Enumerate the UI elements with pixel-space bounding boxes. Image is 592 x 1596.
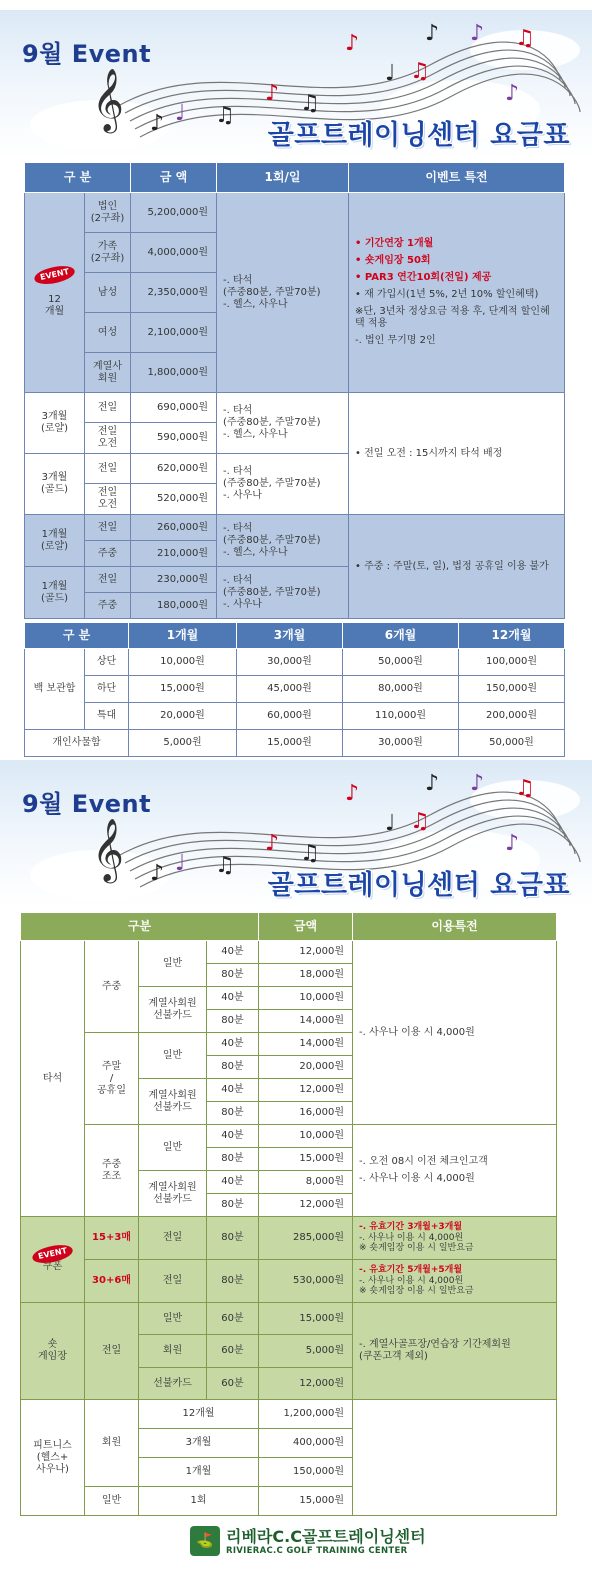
svg-text:♫: ♫ [300,91,320,116]
price-cell: 20,000원 [259,1056,353,1079]
price-cell: 30,000원 [237,649,343,676]
price-cell: 15,000원 [259,1148,353,1171]
col-header: 3개월 [237,623,343,649]
minute-cell: 80분 [207,1056,259,1079]
price-cell: 12,000원 [259,1079,353,1102]
col-header: 6개월 [343,623,459,649]
price-cell: 45,000원 [237,676,343,703]
svg-text:♫: ♫ [515,26,535,51]
price-cell: 50,000원 [343,649,459,676]
minute-cell: 40분 [207,1079,259,1102]
daily-cell: -. 타석 (주중80분, 주말70분) -. 사우나 [217,454,349,515]
col-header: 1개월 [129,623,237,649]
group-label: 1개월 (골드) [25,567,85,619]
price-cell: 2,100,000원 [131,313,217,353]
price-cell: 1,200,000원 [259,1400,353,1429]
col-header: 금 액 [131,163,217,193]
svg-text:♪: ♪ [425,21,440,46]
minute-cell: 60분 [207,1368,259,1400]
price-cell: 80,000원 [343,676,459,703]
svg-text:♩: ♩ [175,101,186,126]
price-cell: 1,800,000원 [131,353,217,393]
coupon-count: 30+6매 [85,1260,139,1303]
type-cell: 계열사회원 선불카드 [139,1171,207,1217]
minute-cell: 60분 [207,1335,259,1368]
svg-text:♪: ♪ [505,831,520,856]
type-cell: 여성 [85,313,131,353]
period-cell: 1개월 [139,1458,259,1487]
svg-text:♪: ♪ [150,111,165,136]
group-label: 3개월 (로얄) [25,393,85,454]
svg-text:♪: ♪ [345,31,360,56]
minute-cell: 80분 [207,1010,259,1033]
type-cell: 남성 [85,273,131,313]
minute-cell: 80분 [207,1260,259,1303]
price-cell: 60,000원 [237,703,343,730]
type-cell: 상단 [85,649,129,676]
price-cell: 150,000원 [259,1458,353,1487]
minute-cell: 40분 [207,1171,259,1194]
type-cell: 특대 [85,703,129,730]
group-12month: EVENT 12 개월 [25,193,85,393]
benefit-cell: • 전일 오전 : 15시까지 타석 배정 [349,393,565,515]
fitness-label: 피트니스 (헬스+ 사우나) [21,1400,85,1516]
price-cell: 20,000원 [129,703,237,730]
svg-text:♪: ♪ [505,81,520,106]
price-cell: 15,000원 [129,676,237,703]
minute-cell: 40분 [207,987,259,1010]
price-cell: 260,000원 [131,515,217,541]
price-cell: 230,000원 [131,567,217,593]
golf-logo-icon: ⛳ [190,1526,220,1556]
col-header: 1회/일 [217,163,349,193]
period-label: 전일 [85,1303,139,1400]
svg-text:♫: ♫ [215,103,235,128]
facility-table [20,912,557,1516]
daily-cell: -. 타석 (주중80분, 주말70분) -. 헬스, 사우나 [217,193,349,393]
minute-cell: 40분 [207,1033,259,1056]
svg-text:♫: ♫ [300,841,320,866]
short-game-label: 숏 게임장 [21,1303,85,1400]
col-header: 이벤트 특전 [349,163,565,193]
minute-cell: 80분 [207,1194,259,1217]
type-cell: 계열사회원 선불카드 [139,1079,207,1125]
price-cell: 18,000원 [259,964,353,987]
normal-label: 일반 [85,1487,139,1516]
price-cell: 5,000원 [129,730,237,757]
event-badge: EVENT [31,1242,75,1266]
benefit-cell: -. 오전 08시 이전 체크인고객 -. 사우나 이용 시 4,000원 [353,1125,557,1217]
price-cell: 180,000원 [131,593,217,619]
minute-cell: 80분 [207,1148,259,1171]
period-label: 주말 / 공휴일 [85,1033,139,1125]
price-cell: 210,000원 [131,541,217,567]
col-header: 12개월 [459,623,565,649]
benefit-cell: -. 유효기간 5개월+5개월 -. 사우나 이용 시 4,000원 ※ 숏게임장 이용 시 일반요금 [353,1260,557,1303]
price-cell: 10,000원 [259,987,353,1010]
price-cell: 8,000원 [259,1171,353,1194]
daily-cell: -. 타석 (주중80분, 주말70분) -. 헬스, 사우나 [217,393,349,454]
price-cell: 14,000원 [259,1033,353,1056]
price-cell: 12,000원 [259,941,353,964]
type-cell: 법인 (2구좌) [85,193,131,233]
locker-table [24,622,565,757]
benefit-cell: • 주중 : 주말(토, 일), 법정 공휴일 이용 불가 [349,515,565,619]
locker-label: 개인사물함 [25,730,129,757]
price-cell: 520,000원 [131,484,217,515]
price-cell: 10,000원 [259,1125,353,1148]
price-cell: 530,000원 [259,1260,353,1303]
price-cell: 400,000원 [259,1429,353,1458]
type-cell: 회원 [139,1335,207,1368]
period-label: 주중 [85,941,139,1033]
price-cell: 5,200,000원 [131,193,217,233]
banner-bottom [0,760,592,908]
type-cell: 전일 오전 [85,484,131,515]
type-cell: 주중 [85,593,131,619]
price-cell: 150,000원 [459,676,565,703]
type-cell: 전일 [139,1260,207,1303]
type-cell: 전일 [85,393,131,423]
svg-text:♫: ♫ [515,776,535,801]
type-cell: 하단 [85,676,129,703]
price-cell: 100,000원 [459,649,565,676]
center-name: 리베라C.C골프트레이닝센터 [226,1527,426,1546]
type-cell: 일반 [139,1303,207,1335]
price-cell: 15,000원 [237,730,343,757]
price-cell: 30,000원 [343,730,459,757]
type-cell: 일반 [139,1033,207,1079]
center-name-en: RIVIERAC.C GOLF TRAINING CENTER [226,1546,408,1556]
price-cell: 12,000원 [259,1194,353,1217]
minute-cell: 80분 [207,964,259,987]
membership-table [24,162,565,619]
period-cell: 1회 [139,1487,259,1516]
price-cell: 590,000원 [131,423,217,454]
price-cell: 4,000,000원 [131,233,217,273]
type-cell: 주중 [85,541,131,567]
daily-cell: -. 타석 (주중80분, 주말70분) -. 헬스, 사우나 [217,515,349,567]
price-cell: 50,000원 [459,730,565,757]
svg-text:♪: ♪ [150,861,165,886]
svg-text:𝄞: 𝄞 [92,818,124,881]
type-cell: 계열사회원 선불카드 [139,987,207,1033]
rate-title: 골프트레이닝센터 요금표 [267,120,570,151]
svg-text:♩: ♩ [385,61,396,86]
price-cell: 15,000원 [259,1303,353,1335]
col-header: 구분 [21,913,259,941]
coupon-label-cell: EVENT 쿠폰 [21,1217,85,1303]
event-heading: 9월 Event [22,40,152,68]
type-cell: 전일 [85,567,131,593]
period-label: 주중 조조 [85,1125,139,1217]
minute-cell: 60분 [207,1303,259,1335]
price-cell: 200,000원 [459,703,565,730]
type-cell: 선불카드 [139,1368,207,1400]
svg-text:♪: ♪ [345,781,360,806]
minute-cell: 40분 [207,941,259,964]
svg-text:♫: ♫ [410,809,430,834]
type-cell: 전일 오전 [85,423,131,454]
type-cell: 일반 [139,1125,207,1171]
member-label: 회원 [85,1400,139,1487]
bag-storage-label: 백 보관함 [25,649,85,730]
svg-text:♪: ♪ [425,771,440,796]
type-cell: 일반 [139,941,207,987]
price-cell: 690,000원 [131,393,217,423]
group-label: 1개월 (로얄) [25,515,85,567]
svg-text:♩: ♩ [385,811,396,836]
svg-text:♪: ♪ [265,81,280,106]
minute-cell: 80분 [207,1217,259,1260]
event-badge: EVENT [33,263,77,287]
price-cell: 285,000원 [259,1217,353,1260]
center-logo [190,1524,426,1564]
price-cell: 14,000원 [259,1010,353,1033]
col-header: 구 분 [25,163,131,193]
price-cell: 10,000원 [129,649,237,676]
benefit-cell: -. 사우나 이용 시 4,000원 [353,941,557,1125]
minute-cell: 80분 [207,1102,259,1125]
benefit-cell: • 기간연장 1개월 • 숏게임장 50회 • PAR3 연간10회(전일) 제공 • 재 가입시(1년 5%, 2년 10% 할인혜택) ※단, 3년차 정상요금 적용 후, 단계적 할인혜 택 적용 -. 법인 무기명 2인 [349,193,565,393]
rate-title: 골프트레이닝센터 요금표 [267,870,570,901]
price-cell: 2,350,000원 [131,273,217,313]
benefit-cell: -. 계열사골프장/연습장 기간제회원 (쿠폰고객 제외) [353,1303,557,1400]
col-header: 금액 [259,913,353,941]
svg-text:♪: ♪ [470,771,485,796]
bay-label: 타석 [21,941,85,1217]
minute-cell: 40분 [207,1125,259,1148]
type-cell: 전일 [85,515,131,541]
svg-text:♪: ♪ [470,21,485,46]
svg-text:♪: ♪ [265,831,280,856]
price-cell: 5,000원 [259,1335,353,1368]
benefit-cell: -. 유효기간 3개월+3개월 -. 사우나 이용 시 4,000원 ※ 숏게임장 이용 시 일반요금 [353,1217,557,1260]
svg-text:♫: ♫ [215,853,235,878]
price-cell: 110,000원 [343,703,459,730]
period-cell: 3개월 [139,1429,259,1458]
price-cell: 12,000원 [259,1368,353,1400]
svg-text:𝄞: 𝄞 [92,68,124,131]
price-cell: 15,000원 [259,1487,353,1516]
type-cell: 계열사 회원 [85,353,131,393]
svg-text:♩: ♩ [175,851,186,876]
coupon-count: 15+3매 [85,1217,139,1260]
daily-cell: -. 타석 (주중80분, 주말70분) -. 사우나 [217,567,349,619]
type-cell: 전일 [85,454,131,484]
svg-text:♫: ♫ [410,59,430,84]
type-cell: 전일 [139,1217,207,1260]
group-label: 3개월 (골드) [25,454,85,515]
col-header: 구 분 [25,623,129,649]
banner-top [0,10,592,158]
benefit-cell-empty [353,1400,557,1516]
period-cell: 12개월 [139,1400,259,1429]
type-cell: 가족 (2구좌) [85,233,131,273]
price-cell: 620,000원 [131,454,217,484]
event-heading: 9월 Event [22,790,152,818]
price-cell: 16,000원 [259,1102,353,1125]
col-header: 이용특전 [353,913,557,941]
